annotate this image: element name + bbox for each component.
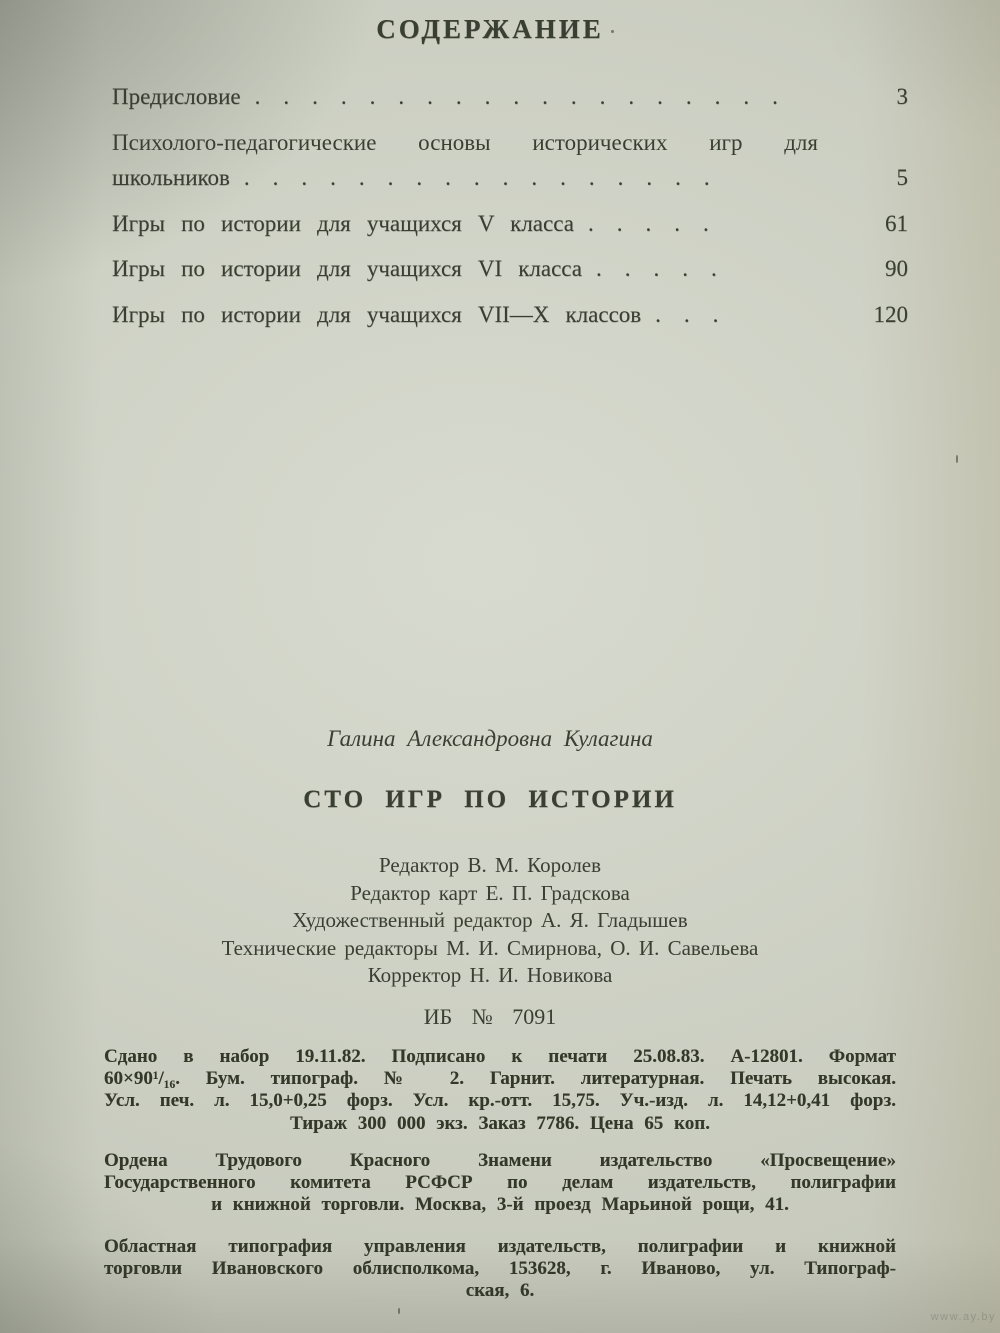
printer-line: Областная типография управления издательств, полиграфии и книжной bbox=[104, 1236, 896, 1257]
toc-row bbox=[112, 211, 908, 237]
printer-line: ская, 6. bbox=[465, 1280, 535, 1302]
toc-row bbox=[112, 130, 818, 156]
print-info-line: Усл. печ. л. 15,0+0,25 форз. Усл. кр.-отт. 15,75. Уч.-изд. л. 14,12+0,41 форз. bbox=[104, 1090, 896, 1112]
paper-speck bbox=[398, 1308, 400, 1314]
staff-line: Редактор карт Е. П. Градскова bbox=[350, 880, 630, 905]
toc-row bbox=[112, 165, 908, 191]
print-info-line: 60×90¹/₁₆. Бум. типограф. № 2. Гарнит. литературная. Печать высокая. bbox=[104, 1068, 896, 1090]
toc-row bbox=[112, 256, 908, 282]
printer-block bbox=[104, 1236, 896, 1303]
toc-row bbox=[112, 84, 908, 110]
page-number: 120 bbox=[873, 302, 908, 327]
toc-entry-label: Игры по истории для учащихся VII—X классов bbox=[112, 302, 642, 327]
print-info-line: Сдано в набор 19.11.82. Подписано к печати 25.08.83. А-12801. Формат bbox=[104, 1046, 896, 1067]
publisher-line: и книжной торговли. Москва, 3-й проезд Марьиной рощи, 41. bbox=[211, 1194, 789, 1216]
toc-entry-label: Игры по истории для учащихся V класса bbox=[112, 211, 574, 236]
paper-speck bbox=[956, 455, 958, 463]
toc-title: СОДЕРЖАНИЕ bbox=[376, 14, 604, 44]
publisher-line: Государственного комитета РСФСР по делам издательств, полиграфии bbox=[104, 1172, 896, 1194]
staff-line: Художественный редактор А. Я. Гладышев bbox=[292, 908, 688, 932]
page-number: 90 bbox=[885, 256, 908, 281]
paper-speck bbox=[611, 30, 614, 33]
toc-entry-label: школьников bbox=[112, 165, 230, 190]
toc-entry-label: Предисловие bbox=[112, 84, 241, 109]
author-name: Галина Александровна Кулагина bbox=[327, 726, 653, 751]
print-info-block bbox=[104, 1046, 896, 1135]
ib-number: ИБ № 7091 bbox=[423, 1004, 557, 1029]
publisher-block bbox=[104, 1150, 896, 1217]
staff-line: Редактор В. М. Королев bbox=[378, 853, 602, 877]
dot-leader: ..... bbox=[587, 211, 732, 236]
editorial-staff-list bbox=[0, 852, 980, 990]
dot-leader: ................. bbox=[243, 165, 733, 190]
toc-row bbox=[112, 302, 908, 328]
photo-watermark: www.ay.by bbox=[930, 1311, 996, 1323]
page-number: 61 bbox=[885, 211, 908, 236]
printer-line: торговли Ивановского облисполкома, 153628, г. Иваново, ул. Типограф- bbox=[104, 1258, 896, 1280]
page-number: 5 bbox=[896, 165, 908, 190]
toc-entry-label: Игры по истории для учащихся VI класса bbox=[112, 256, 583, 281]
print-info-line: Тираж 300 000 экз. Заказ 7786. Цена 65 коп. bbox=[290, 1112, 710, 1134]
staff-line: Корректор Н. И. Новикова bbox=[367, 963, 613, 987]
dot-leader: ..... bbox=[596, 256, 740, 281]
staff-line: Технические редакторы М. И. Смирнова, О. И. Савельева bbox=[221, 935, 759, 960]
book-title: СТО ИГР ПО ИСТОРИИ bbox=[303, 786, 677, 813]
dot-leader: ................... bbox=[254, 84, 801, 109]
toc-entry-label: Психолого-педагогические основы исторических игр для bbox=[112, 130, 818, 155]
publisher-line: Ордена Трудового Красного Знамени издательство «Просвещение» bbox=[104, 1150, 896, 1171]
page-number: 3 bbox=[896, 84, 908, 109]
dot-leader: ... bbox=[655, 302, 742, 327]
